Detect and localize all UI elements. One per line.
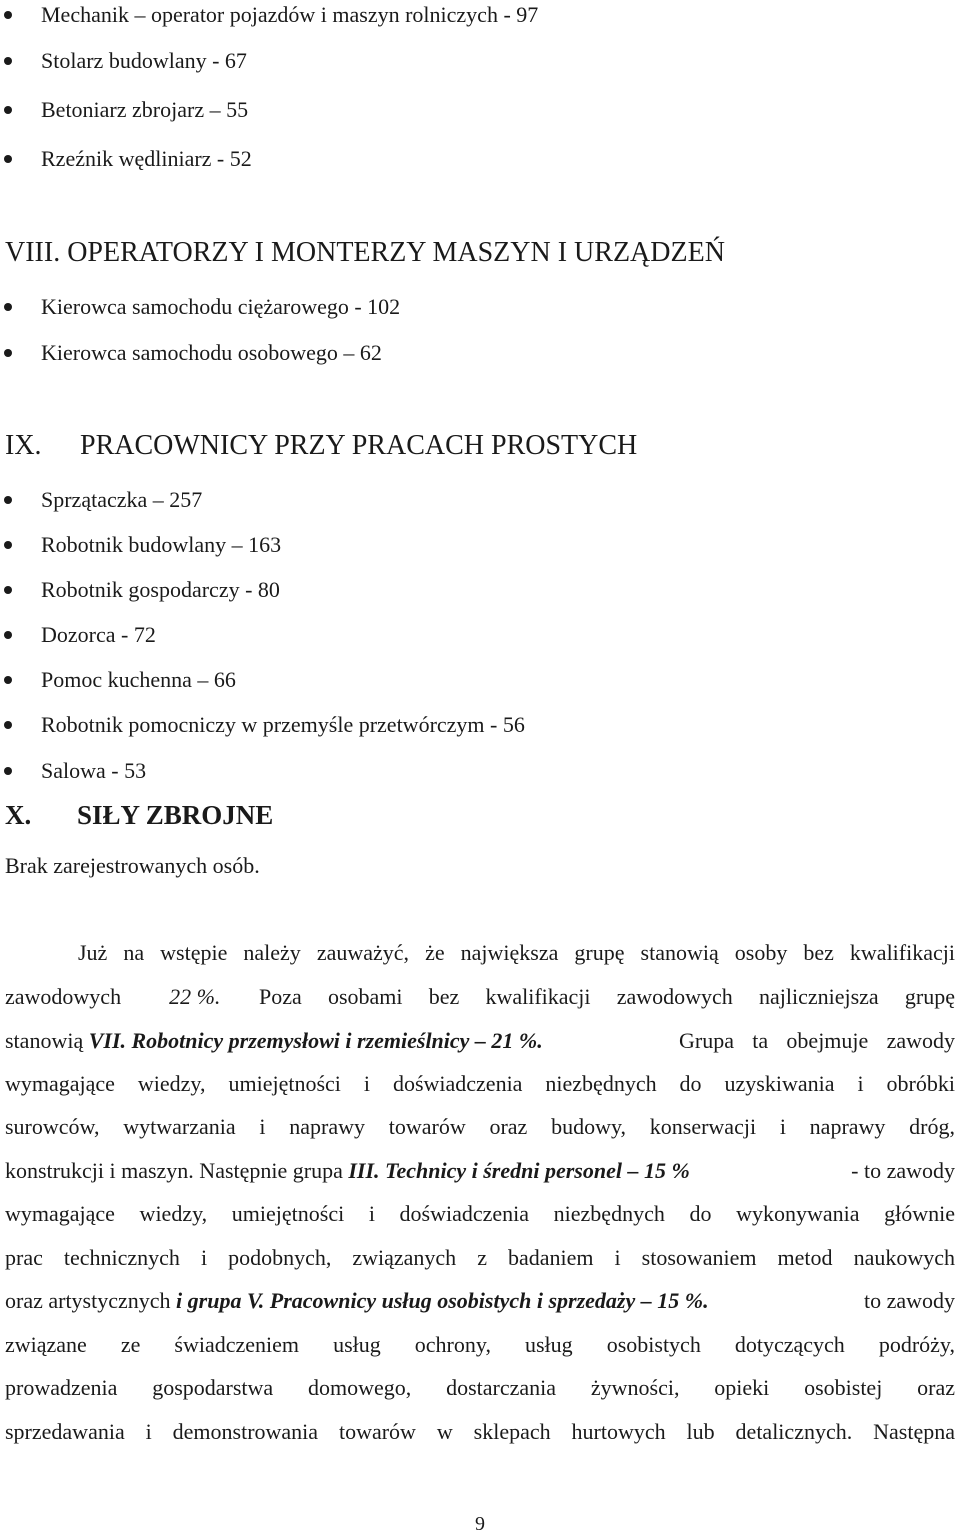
line-fragment: zawodowych [5, 984, 122, 1009]
section-numeral: X. [5, 800, 32, 830]
bullet-icon [4, 155, 12, 163]
list-item-text: Dozorca - 72 [41, 622, 156, 647]
list-item [0, 95, 248, 125]
list-item [0, 710, 525, 740]
section-heading-ix [5, 430, 637, 462]
paragraph-line: prowadzenia gospodarstwa domowego, dostarczania żywności, opieki osobistej oraz [5, 1375, 955, 1400]
bullet-icon [4, 767, 12, 775]
bullet-icon [4, 11, 12, 19]
paragraph-line [5, 1028, 955, 1054]
list-item-text: Pomoc kuchenna – 66 [41, 667, 236, 692]
page-number: 9 [475, 1513, 485, 1535]
list-item-text: Kierowca samochodu osobowego – 62 [41, 340, 382, 365]
line-fragment: stanowią [5, 1028, 84, 1053]
paragraph-line [5, 984, 955, 1010]
list-item [0, 292, 400, 322]
list-item-text: Robotnik gospodarczy - 80 [41, 577, 280, 602]
line-fragment-italic: 22 %. [169, 984, 221, 1009]
list-item-text: Sprzątaczka – 257 [41, 487, 203, 512]
list-item [0, 620, 156, 650]
section-heading-viii: VIII. OPERATORZY I MONTERZY MASZYN I URZĄDZEŃ [5, 237, 725, 268]
paragraph-line: wymagające wiedzy, umiejętności i doświadczenia niezbędnych do wykonywania głównie [5, 1201, 955, 1226]
bullet-icon [4, 586, 12, 594]
bullet-icon [4, 676, 12, 684]
paragraph-line: surowców, wytwarzania i naprawy towarów oraz budowy, konserwacji i naprawy dróg, [5, 1114, 955, 1139]
list-item [0, 144, 252, 174]
line-fragment: Poza osobami bez kwalifikacji zawodowych najliczniejsza grupę [259, 984, 955, 1009]
list-item-text: Betoniarz zbrojarz – 55 [41, 97, 249, 122]
bullet-icon [4, 349, 12, 357]
bullet-icon [4, 106, 12, 114]
bullet-icon [4, 57, 12, 65]
list-item-text: Salowa - 53 [41, 758, 147, 783]
list-item [0, 485, 202, 515]
line-fragment: Grupa ta obejmuje zawody [679, 1028, 955, 1053]
list-item-text: Robotnik pomocniczy w przemyśle przetwórczym - 56 [41, 712, 525, 737]
list-item-text: Kierowca samochodu ciężarowego - 102 [41, 294, 401, 319]
bullet-icon [4, 541, 12, 549]
bullet-icon [4, 631, 12, 639]
bullet-icon [4, 303, 12, 311]
paragraph-line: wymagające wiedzy, umiejętności i doświadczenia niezbędnych do uzyskiwania i obróbki [5, 1071, 955, 1096]
line-fragment: - to zawody [851, 1158, 955, 1183]
line-fragment: to zawody [863, 1288, 955, 1313]
line-fragment-bold-italic: VII. Robotnicy przemysłowi i rzemieślnicy – 21 %. [88, 1028, 543, 1053]
line-fragment: konstrukcji i maszyn. Następnie grupa [5, 1158, 343, 1183]
list-item [0, 0, 538, 30]
paragraph-line: związane ze świadczeniem usług ochrony, usług osobistych dotyczących podróży, [5, 1332, 955, 1357]
section-title: PRACOWNICY PRZY PRACACH PROSTYCH [80, 430, 638, 461]
list-item-text: Rzeźnik wędliniarz - 52 [41, 146, 252, 171]
line-fragment: oraz artystycznych [5, 1288, 171, 1313]
list-item [0, 756, 146, 786]
paragraph-line: prac technicznych i podobnych, związanych z badaniem i stosowaniem metod naukowych [5, 1245, 955, 1270]
bullet-icon [4, 721, 12, 729]
bullet-icon [4, 496, 12, 504]
paragraph-line: Już na wstępie należy zauważyć, że największa grupę stanowią osoby bez kwalifikacji [78, 940, 955, 965]
section-numeral: IX. [5, 430, 42, 461]
list-item-text: Stolarz budowlany - 67 [41, 48, 247, 73]
section-heading-x [5, 800, 273, 831]
section-title: SIŁY ZBROJNE [77, 800, 274, 830]
paragraph-line [5, 1158, 955, 1184]
list-item [0, 530, 281, 560]
list-item-text: Robotnik budowlany – 163 [41, 532, 282, 557]
section-note: Brak zarejestrowanych osób. [5, 853, 260, 878]
paragraph-line [5, 1288, 955, 1314]
paragraph-line: sprzedawania i demonstrowania towarów w sklepach hurtowych lub detalicznych. Następna [5, 1419, 955, 1444]
list-item-text: Mechanik – operator pojazdów i maszyn rolniczych - 97 [41, 2, 539, 27]
line-fragment-bold-italic: III. Technicy i średni personel – 15 % [348, 1158, 690, 1183]
list-item [0, 665, 236, 695]
list-item [0, 338, 382, 368]
list-item [0, 46, 247, 76]
line-fragment-bold-italic: i grupa V. Pracownicy usług osobistych i sprzedaży – 15 %. [176, 1288, 709, 1313]
list-item [0, 575, 280, 605]
